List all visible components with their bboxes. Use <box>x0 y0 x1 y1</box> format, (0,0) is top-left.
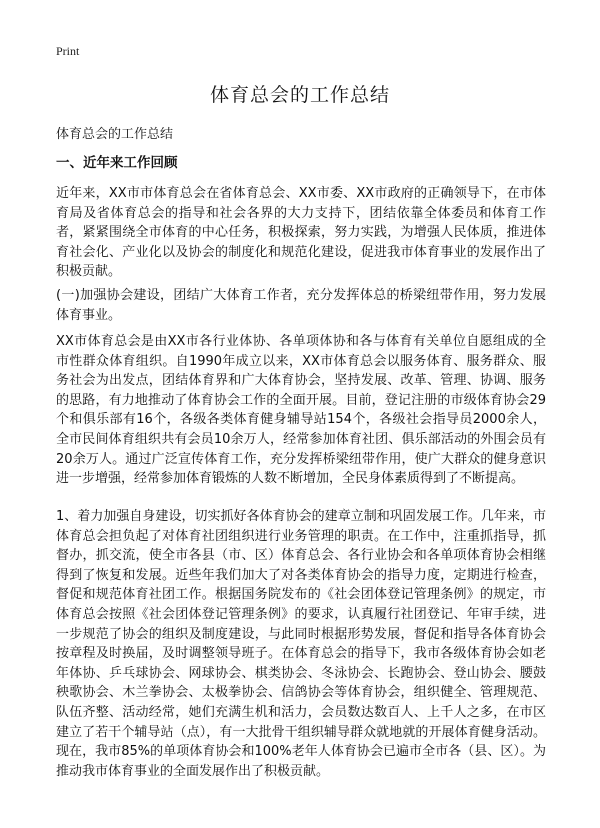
document-title: 体育总会的工作总结 <box>209 84 390 106</box>
paragraph-subheading: (一)加强协会建设，团结广大体育工作者，充分发挥体总的桥梁纽带作用，努力发展体育事业。 <box>56 288 546 323</box>
paragraph-self-building: 1、着力加强自身建设，切实抓好各体育协会的建章立制和巩固发展工作。几年来，市体育总会担负起了对体育社团组织进行业务管理的职责。在工作中，注重抓指导，抓督办，抓交流，使全市各县（市、区）体育总会、各行业协会和各单项体育协会相继得到了恢复和发展。近些年我们加大了对各类体育协会的指导力度，定期进行检查，督促和规范体育社团工作。根据国务院发布的《社会团体登记管理条例》的规定，市体育总会按照《社会团体登记管理条例》的要求，认真履行社团登记、年审手续，进一步规范了协会的组织及制度建设，与此同时根据形势发展，督促和指导各体育协会按章程及时换届，及时调整领导班子。在体育总会的指导下，我市各级体育协会如老年体协、乒乓球协会、网球协会、棋类协会、冬泳协会、长跑协会、登山协会、腰鼓秧歌协会、木兰拳协会、太极拳协会、信鸽协会等体育协会，组织健全、管理规范、队伍齐整、活动经常，她们充满生机和活力，会员数达数百人、上千人之多，在市区建立了若干个辅导站（点），有一大批骨干组织辅导群众就地就的开展体育健身活动。现在，我市85%的单项体育协会和100%老年人体育协会已遍市全市各（县、区）。为推动我市体育事业的全面发展作出了积极贡献。 <box>56 509 546 779</box>
print-label: Print <box>56 44 80 58</box>
section-heading: 一、近年来工作回顾 <box>56 155 178 171</box>
document-subtitle: 体育总会的工作总结 <box>56 127 174 142</box>
paragraph-organization: XX市体育总会是由XX市各行业体协、各单项体协和各与体育有关单位自愿组成的全市性群众体育组织。自1990年成立以来，XX市体育总会以服务体育、服务群众、服务社会为出发点，团结体育界和广大体育协会，坚持发展、改革、管理、协调、服务的思路，有力地推动了体育协会工作的全面开展。目前，登记注册的市级体育协会29个和俱乐部有16个，各级各类体育健身辅导站154个，各级社会指导员2000余人，全市民间体育组织共有会员10余万人，经常参加体育社团、俱乐部活动的外围会员有20余万人。通过广泛宣传体育工作，充分发挥桥梁纽带作用，使广大群众的健身意识进一步增强，经常参加体育锻炼的人数不断增加，全民身体素质得到了不断提高。 <box>56 334 546 487</box>
paragraph-intro: 近年来，XX市市体育总会在省体育总会、XX市委、XX市政府的正确领导下，在市体育局及省体育总会的指导和社会各界的大力支持下，团结依靠全体委员和体育工作者，紧紧围绕全市体育的中心任务，积极探索，努力实践，为增强人民体质，推进体育社会化、产业化以及协会的制度化和规范化建设，促进我市体育事业的发展作出了积极贡献。 <box>56 186 546 280</box>
